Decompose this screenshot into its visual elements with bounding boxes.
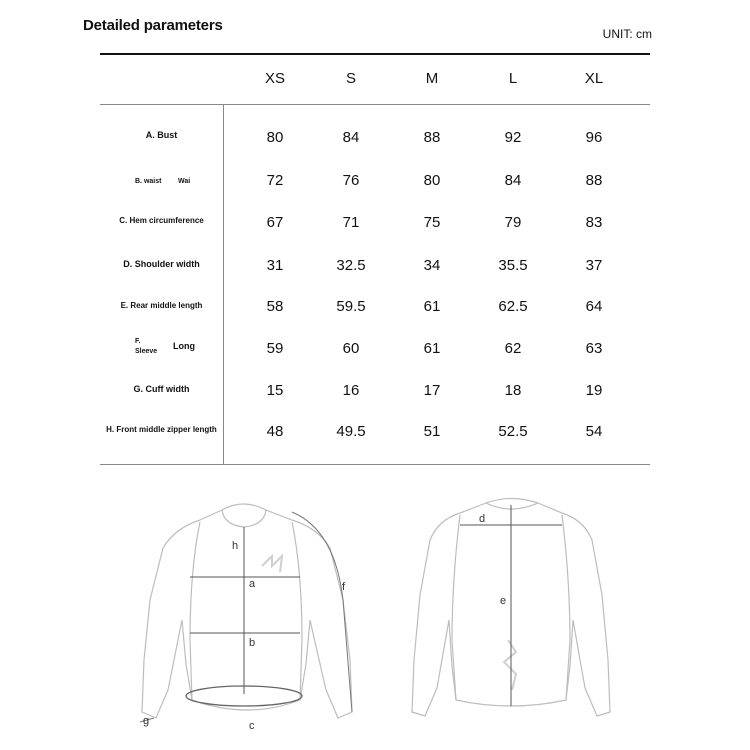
table-cell: 60 xyxy=(342,340,360,357)
diagram-label-h: h xyxy=(232,540,239,552)
table-cell: 96 xyxy=(585,129,603,146)
diagram-label-e: e xyxy=(500,595,507,607)
diagram-label-d: d xyxy=(479,513,486,525)
table-cell: 37 xyxy=(585,257,603,274)
page-title: Detailed parameters xyxy=(83,17,223,34)
table-cell: 88 xyxy=(585,172,603,189)
diagram-label-f: f xyxy=(342,581,346,593)
table-cell: 31 xyxy=(266,257,284,274)
table-cell: 67 xyxy=(266,214,284,231)
size-header-xl: XL xyxy=(584,70,604,87)
garment-diagram xyxy=(0,480,750,750)
row-label-sleeve-a: F. xyxy=(135,338,141,345)
diagram-label-a: a xyxy=(249,578,256,590)
table-cell: 48 xyxy=(266,423,284,440)
row-label-waist xyxy=(100,175,223,185)
table-cell: 63 xyxy=(585,340,603,357)
table-cell: 71 xyxy=(342,214,360,231)
row-label-sleeve-b: Sleeve xyxy=(135,348,158,355)
row-label-hem: C. Hem circumference xyxy=(119,216,204,225)
row-label-waist-a: B. waist xyxy=(135,178,162,185)
table-cell: 79 xyxy=(504,214,522,231)
table-cell: 83 xyxy=(585,214,603,231)
diagram-label-b: b xyxy=(249,637,256,649)
table-cell: 34 xyxy=(423,257,441,274)
size-header-l: L xyxy=(508,70,518,87)
table-cell: 17 xyxy=(423,382,441,399)
row-label-rear-length: E. Rear middle length xyxy=(120,301,203,310)
table-cell: 18 xyxy=(504,382,522,399)
table-cell: 61 xyxy=(423,340,441,357)
table-top-rule xyxy=(100,53,650,55)
table-cell: 54 xyxy=(585,423,603,440)
table-cell: 52.5 xyxy=(498,423,528,440)
table-cell: 92 xyxy=(504,129,522,146)
size-header-s: S xyxy=(345,70,356,87)
row-label-shoulder: D. Shoulder width xyxy=(123,259,200,269)
table-cell: 62.5 xyxy=(498,298,528,315)
diagram-label-c: c xyxy=(249,720,255,732)
table-header-rule xyxy=(100,104,650,105)
row-label-sleeve-c: Long xyxy=(173,341,195,351)
table-cell: 51 xyxy=(423,423,441,440)
size-header-xs: XS xyxy=(264,70,285,87)
back-logo-mark xyxy=(504,640,516,690)
unit-label: UNIT: cm xyxy=(602,27,652,41)
table-cell: 19 xyxy=(585,382,603,399)
table-label-divider xyxy=(223,105,224,465)
table-cell: 84 xyxy=(504,172,522,189)
table-cell: 64 xyxy=(585,298,603,315)
table-cell: 76 xyxy=(342,172,360,189)
table-cell: 15 xyxy=(266,382,284,399)
table-cell: 59.5 xyxy=(336,298,366,315)
table-cell: 58 xyxy=(266,298,284,315)
front-logo-mark xyxy=(262,556,282,572)
table-cell: 16 xyxy=(342,382,360,399)
row-label-bust: A. Bust xyxy=(145,130,178,140)
table-cell: 80 xyxy=(423,172,441,189)
row-label-waist-b: Wai xyxy=(177,178,191,185)
table-cell: 80 xyxy=(266,129,284,146)
row-label-cuff: G. Cuff width xyxy=(133,384,190,394)
table-cell: 32.5 xyxy=(336,257,366,274)
size-header-m: M xyxy=(425,70,439,87)
table-cell: 84 xyxy=(342,129,360,146)
front-collar xyxy=(222,510,266,527)
row-label-sleeve xyxy=(100,338,223,362)
table-cell: 61 xyxy=(423,298,441,315)
table-cell: 62 xyxy=(504,340,522,357)
table-cell: 72 xyxy=(266,172,284,189)
table-cell: 49.5 xyxy=(336,423,366,440)
table-cell: 88 xyxy=(423,129,441,146)
table-bottom-rule xyxy=(100,464,650,465)
row-label-zipper: H. Front middle zipper length xyxy=(106,425,217,434)
table-cell: 59 xyxy=(266,340,284,357)
table-cell: 75 xyxy=(423,214,441,231)
diagram-label-g: g xyxy=(143,715,150,727)
table-cell: 35.5 xyxy=(498,257,528,274)
